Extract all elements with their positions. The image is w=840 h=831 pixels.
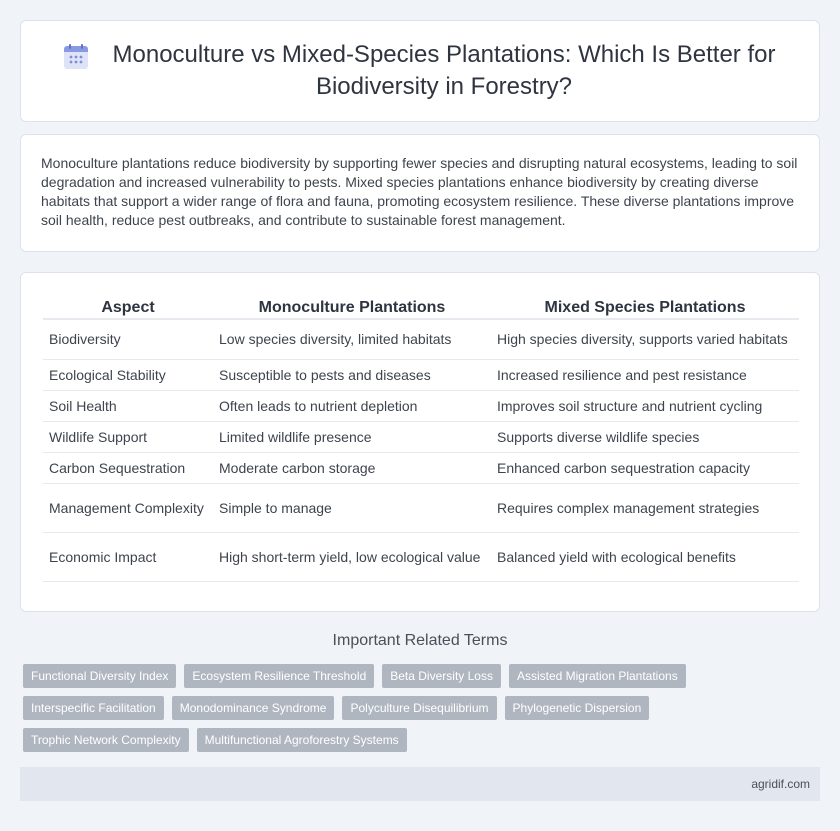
table-cell: Enhanced carbon sequestration capacity <box>491 452 799 483</box>
table-row <box>43 483 799 532</box>
footer-site[interactable]: agridif.com <box>751 777 810 791</box>
term-tag[interactable]: Monodominance Syndrome <box>172 696 335 720</box>
term-tag[interactable]: Phylogenetic Dispersion <box>505 696 650 720</box>
table-row <box>43 390 799 421</box>
page-title: Monoculture vs Mixed-Species Plantations: Which Is Better for Biodiversity in Forestry? <box>112 41 776 100</box>
table-cell: Often leads to nutrient depletion <box>213 390 491 421</box>
table-cell: Limited wildlife presence <box>213 421 491 452</box>
table-cell: Management Complexity <box>43 483 213 532</box>
table-header-row <box>43 293 799 319</box>
table-cell: Carbon Sequestration <box>43 452 213 483</box>
header-mixed: Mixed Species Plantations <box>491 293 799 319</box>
table-cell: Biodiversity <box>43 319 213 359</box>
header-aspect: Aspect <box>43 293 213 319</box>
table-cell: Low species diversity, limited habitats <box>213 319 491 359</box>
term-tag[interactable]: Multifunctional Agroforestry Systems <box>197 728 407 752</box>
table-row <box>43 319 799 359</box>
summary-text: Monoculture plantations reduce biodiversity by supporting fewer species and disrupting natural ecosystems, leading to soil degradation and increased vulnerability to pests. Mixed species plantations enhance biodiversity by creating diverse habitats that support a wider range of flora and fauna, promoting ecosystem resilience. These diverse plantations improve soil health, reduce pest outbreaks, and contribute to sustainable forest management. <box>41 155 798 228</box>
comparison-table-card <box>20 272 820 612</box>
table-row <box>43 452 799 483</box>
summary-card <box>20 134 820 252</box>
table-cell: Balanced yield with ecological benefits <box>491 532 799 581</box>
header-card <box>20 20 820 122</box>
term-tag[interactable]: Assisted Migration Plantations <box>509 664 686 688</box>
term-tag[interactable]: Trophic Network Complexity <box>23 728 189 752</box>
table-cell: Supports diverse wildlife species <box>491 421 799 452</box>
table-cell: Improves soil structure and nutrient cycling <box>491 390 799 421</box>
table-cell: High species diversity, supports varied habitats <box>491 319 799 359</box>
table-row <box>43 532 799 581</box>
table-row <box>43 359 799 390</box>
header-monoculture: Monoculture Plantations <box>213 293 491 319</box>
table-cell: Susceptible to pests and diseases <box>213 359 491 390</box>
table-cell: Moderate carbon storage <box>213 452 491 483</box>
term-tag[interactable]: Beta Diversity Loss <box>382 664 501 688</box>
table-cell: Economic Impact <box>43 532 213 581</box>
document-icon <box>61 42 91 72</box>
table-cell: High short-term yield, low ecological value <box>213 532 491 581</box>
footer <box>20 767 820 801</box>
table-cell: Ecological Stability <box>43 359 213 390</box>
term-tag[interactable]: Ecosystem Resilience Threshold <box>184 664 374 688</box>
term-tag[interactable]: Interspecific Facilitation <box>23 696 164 720</box>
comparison-table <box>43 293 799 582</box>
table-cell: Wildlife Support <box>43 421 213 452</box>
table-cell: Increased resilience and pest resistance <box>491 359 799 390</box>
table-row <box>43 421 799 452</box>
related-terms-list <box>23 664 813 752</box>
related-terms-title: Important Related Terms <box>332 632 508 649</box>
title-row <box>21 21 819 121</box>
table-cell: Simple to manage <box>213 483 491 532</box>
term-tag[interactable]: Polyculture Disequilibrium <box>342 696 496 720</box>
term-tag[interactable]: Functional Diversity Index <box>23 664 176 688</box>
table-cell: Requires complex management strategies <box>491 483 799 532</box>
table-cell: Soil Health <box>43 390 213 421</box>
